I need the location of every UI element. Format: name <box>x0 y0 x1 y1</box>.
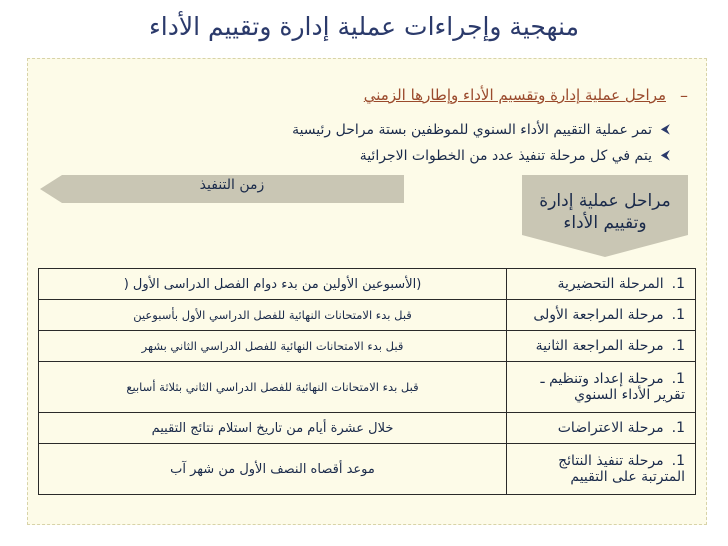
timing-cell: قبل بدء الامتحانات النهائية للفصل الدراسي الثاني بشهر <box>39 331 507 362</box>
table-row <box>39 413 696 444</box>
stage-cell: 1.المرحلة التحضيرية <box>507 269 696 300</box>
stage-cell: 1.مرحلة المراجعة الثانية <box>507 331 696 362</box>
table-row <box>39 269 696 300</box>
stages-label: مراحل عملية إدارة وتقييم الأداء <box>539 191 671 233</box>
bullet-item <box>292 122 670 138</box>
bullet-item <box>359 148 670 164</box>
table-row <box>39 444 696 495</box>
stages-table <box>38 268 696 495</box>
subheading-text: مراحل عملية إدارة وتقسيم الأداء وإطارها الزمني <box>363 86 666 104</box>
table-row <box>39 331 696 362</box>
bullet-text: يتم في كل مرحلة تنفيذ عدد من الخطوات الاجرائية <box>359 148 652 164</box>
timing-cell: قبل بدء الامتحانات النهائية للفصل الدراسي الثاني بثلاثة أسابيع <box>39 362 507 413</box>
timing-cell: (الأسبوعين الأولين من بدء دوام الفصل الدراسى الأول ( <box>39 269 507 300</box>
timing-cell: موعد أقصاه النصف الأول من شهر آب <box>39 444 507 495</box>
timing-cell: قبل بدء الامتحانات النهائية للفصل الدراسي الأول بأسبوعين <box>39 300 507 331</box>
arrowhead-bullet-icon: ⮜ <box>660 122 670 137</box>
timeline-label: زمن التنفيذ <box>199 177 265 193</box>
stage-cell: 1.مرحلة المراجعة الأولى <box>507 300 696 331</box>
arrowhead-bullet-icon: ⮜ <box>660 148 670 163</box>
stages-arrow <box>522 175 688 257</box>
bullet-text: تمر عملية التقييم الأداء السنوي للموظفين بستة مراحل رئيسية <box>292 122 652 138</box>
stage-cell: 1.مرحلة الاعتراضات <box>507 413 696 444</box>
slide-title: منهجية وإجراءات عملية إدارة وتقييم الأداء <box>149 12 579 41</box>
table-row <box>39 362 696 413</box>
subheading <box>363 86 688 105</box>
dash-bullet-icon: – <box>680 86 688 105</box>
table-row <box>39 300 696 331</box>
timing-cell: خلال عشرة أيام من تاريخ استلام نتائج التقييم <box>39 413 507 444</box>
stage-cell: 1.مرحلة إعداد وتنظيم ـ تقرير الأداء السنوي <box>507 362 696 413</box>
timeline-arrow <box>40 175 404 203</box>
stage-cell: 1.مرحلة تنفيذ النتائج المترتبة على التقييم <box>507 444 696 495</box>
